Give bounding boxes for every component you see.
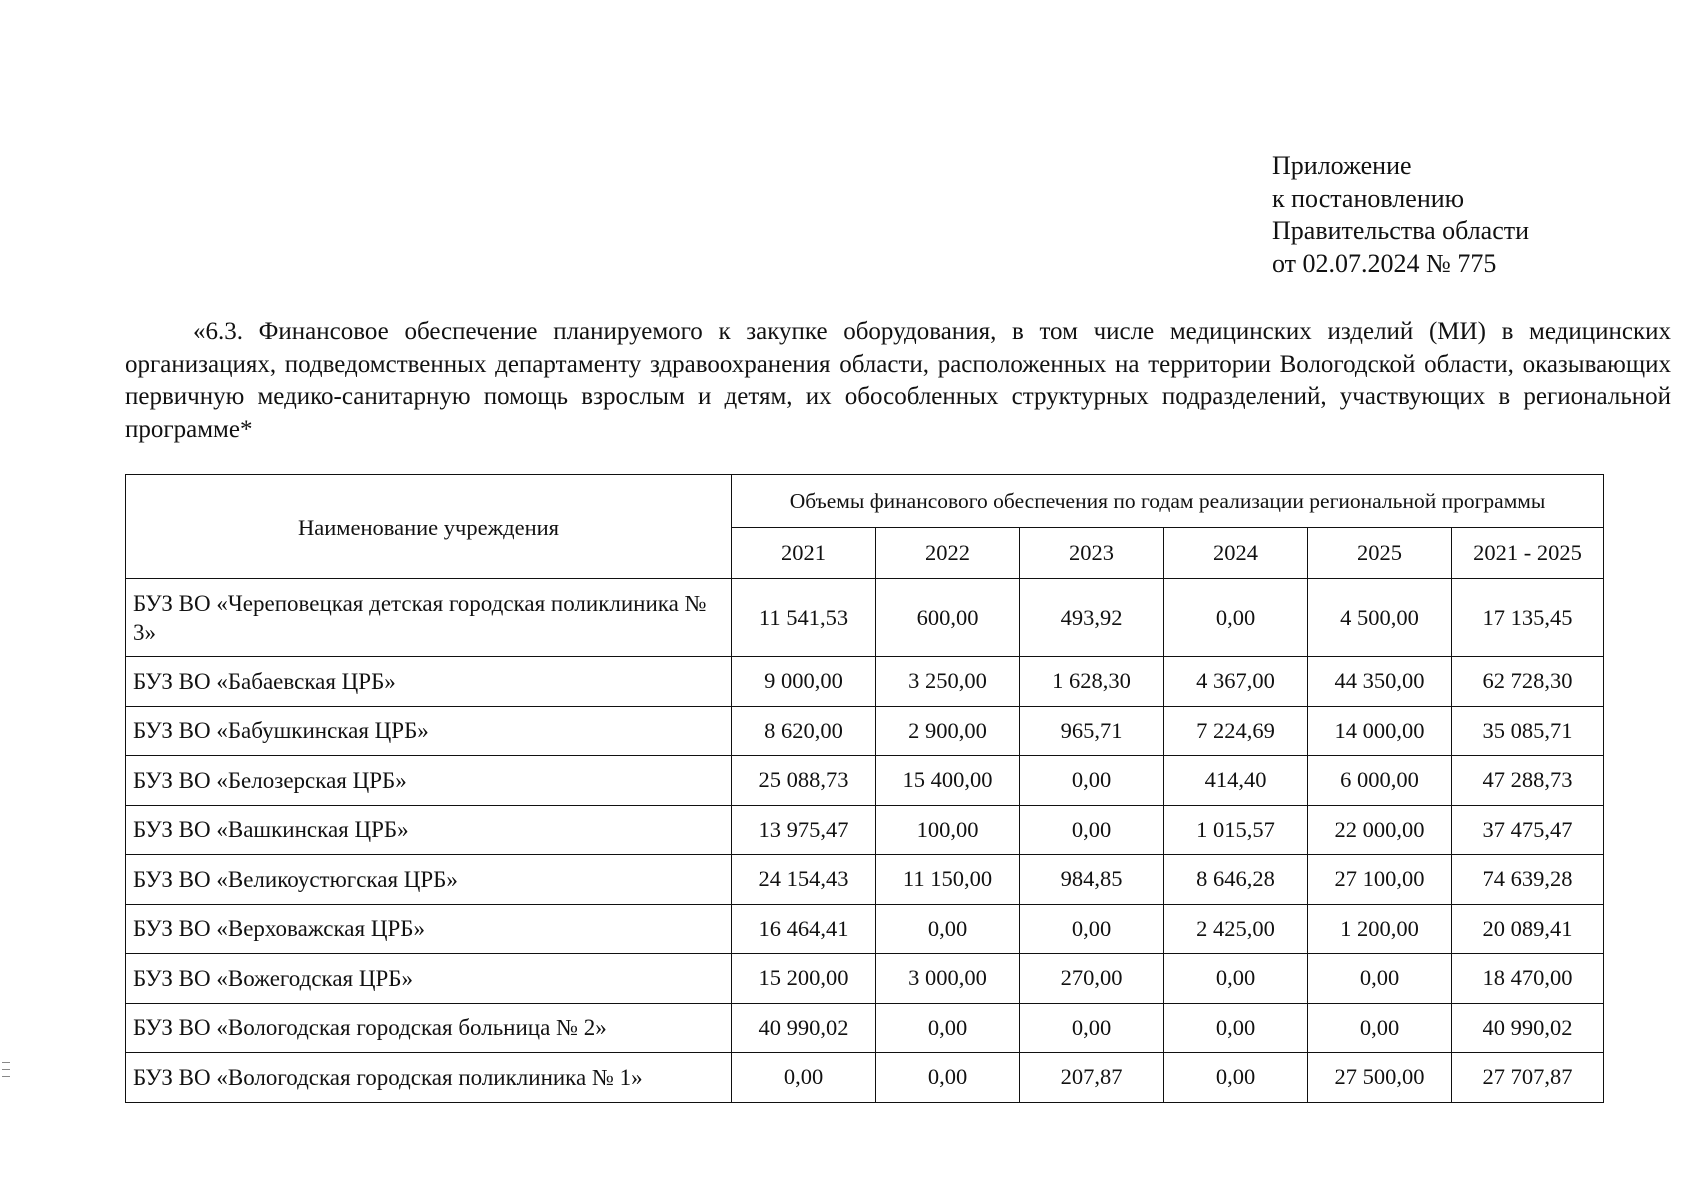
year-value-cell: 15 200,00 xyxy=(732,954,876,1004)
year-value-cell: 0,00 xyxy=(1020,904,1164,954)
table-row xyxy=(126,855,1604,905)
total-value-cell: 27 707,87 xyxy=(1452,1053,1604,1103)
year-value-cell: 984,85 xyxy=(1020,855,1164,905)
table-row xyxy=(126,579,1604,657)
year-value-cell: 11 150,00 xyxy=(876,855,1020,905)
header-year: 2024 xyxy=(1164,528,1308,579)
year-value-cell: 0,00 xyxy=(1020,1003,1164,1053)
total-value-cell: 20 089,41 xyxy=(1452,904,1604,954)
total-value-cell: 37 475,47 xyxy=(1452,805,1604,855)
institution-name-cell: БУЗ ВО «Бабаевская ЦРБ» xyxy=(126,657,732,707)
year-value-cell: 0,00 xyxy=(876,1053,1020,1103)
year-value-cell: 0,00 xyxy=(1308,954,1452,1004)
total-value-cell: 35 085,71 xyxy=(1452,706,1604,756)
table-header-row xyxy=(126,475,1604,528)
institution-name-cell: БУЗ ВО «Вожегодская ЦРБ» xyxy=(126,954,732,1004)
year-value-cell: 600,00 xyxy=(876,579,1020,657)
institution-name-cell: БУЗ ВО «Вологодская городская больница № 2» xyxy=(126,1003,732,1053)
institution-name-cell: БУЗ ВО «Вологодская городская поликлиника № 1» xyxy=(126,1053,732,1103)
year-value-cell: 0,00 xyxy=(1020,805,1164,855)
year-value-cell: 27 500,00 xyxy=(1308,1053,1452,1103)
year-value-cell: 9 000,00 xyxy=(732,657,876,707)
total-value-cell: 40 990,02 xyxy=(1452,1003,1604,1053)
institution-name-cell: БУЗ ВО «Вашкинская ЦРБ» xyxy=(126,805,732,855)
total-value-cell: 62 728,30 xyxy=(1452,657,1604,707)
year-value-cell: 4 500,00 xyxy=(1308,579,1452,657)
year-value-cell: 2 900,00 xyxy=(876,706,1020,756)
header-institution-name: Наименование учреждения xyxy=(126,475,732,579)
year-value-cell: 25 088,73 xyxy=(732,756,876,806)
year-value-cell: 0,00 xyxy=(1164,954,1308,1004)
total-value-cell: 17 135,45 xyxy=(1452,579,1604,657)
institution-name-cell: БУЗ ВО «Белозерская ЦРБ» xyxy=(126,756,732,806)
appendix-line: к постановлению xyxy=(1272,183,1465,213)
year-value-cell: 0,00 xyxy=(1164,1003,1308,1053)
year-value-cell: 3 000,00 xyxy=(876,954,1020,1004)
total-value-cell: 47 288,73 xyxy=(1452,756,1604,806)
year-value-cell: 40 990,02 xyxy=(732,1003,876,1053)
table-row xyxy=(126,706,1604,756)
header-year: 2023 xyxy=(1020,528,1164,579)
year-value-cell: 8 620,00 xyxy=(732,706,876,756)
year-value-cell: 3 250,00 xyxy=(876,657,1020,707)
year-value-cell: 6 000,00 xyxy=(1308,756,1452,806)
table-row xyxy=(126,1003,1604,1053)
header-financing-volumes: Объемы финансового обеспечения по годам реализации региональной программы xyxy=(732,475,1604,528)
table-row xyxy=(126,756,1604,806)
table-row xyxy=(126,954,1604,1004)
margin-marks xyxy=(2,1062,10,1083)
year-value-cell: 270,00 xyxy=(1020,954,1164,1004)
year-value-cell: 0,00 xyxy=(1308,1003,1452,1053)
year-value-cell: 1 015,57 xyxy=(1164,805,1308,855)
year-value-cell: 207,87 xyxy=(1020,1053,1164,1103)
financing-table xyxy=(125,474,1604,1103)
year-value-cell: 0,00 xyxy=(732,1053,876,1103)
year-value-cell: 1 628,30 xyxy=(1020,657,1164,707)
header-year-total: 2021 - 2025 xyxy=(1452,528,1604,579)
appendix-line: Приложение xyxy=(1272,151,1412,180)
year-value-cell: 8 646,28 xyxy=(1164,855,1308,905)
institution-name-cell: БУЗ ВО «Бабушкинская ЦРБ» xyxy=(126,706,732,756)
institution-name-cell: БУЗ ВО «Череповецкая детская городская поликлиника № 3» xyxy=(126,579,732,657)
year-value-cell: 0,00 xyxy=(876,904,1020,954)
year-value-cell: 414,40 xyxy=(1164,756,1308,806)
table-row xyxy=(126,1053,1604,1103)
year-value-cell: 965,71 xyxy=(1020,706,1164,756)
year-value-cell: 0,00 xyxy=(1164,579,1308,657)
year-value-cell: 44 350,00 xyxy=(1308,657,1452,707)
appendix-block xyxy=(1272,150,1529,280)
year-value-cell: 24 154,43 xyxy=(732,855,876,905)
year-value-cell: 0,00 xyxy=(1164,1053,1308,1103)
header-year: 2021 xyxy=(732,528,876,579)
year-value-cell: 27 100,00 xyxy=(1308,855,1452,905)
institution-name-cell: БУЗ ВО «Великоустюгская ЦРБ» xyxy=(126,855,732,905)
table-row xyxy=(126,805,1604,855)
table-row xyxy=(126,904,1604,954)
year-value-cell: 493,92 xyxy=(1020,579,1164,657)
institution-name-cell: БУЗ ВО «Верховажская ЦРБ» xyxy=(126,904,732,954)
year-value-cell: 1 200,00 xyxy=(1308,904,1452,954)
year-value-cell: 7 224,69 xyxy=(1164,706,1308,756)
year-value-cell: 13 975,47 xyxy=(732,805,876,855)
table-row xyxy=(126,657,1604,707)
year-value-cell: 4 367,00 xyxy=(1164,657,1308,707)
total-value-cell: 74 639,28 xyxy=(1452,855,1604,905)
table-body xyxy=(126,579,1604,1103)
year-value-cell: 0,00 xyxy=(1020,756,1164,806)
year-value-cell: 0,00 xyxy=(876,1003,1020,1053)
year-value-cell: 14 000,00 xyxy=(1308,706,1452,756)
total-value-cell: 18 470,00 xyxy=(1452,954,1604,1004)
year-value-cell: 22 000,00 xyxy=(1308,805,1452,855)
header-year: 2025 xyxy=(1308,528,1452,579)
year-value-cell: 15 400,00 xyxy=(876,756,1020,806)
year-value-cell: 16 464,41 xyxy=(732,904,876,954)
appendix-line: Правительства области xyxy=(1272,216,1530,245)
header-year: 2022 xyxy=(876,528,1020,579)
year-value-cell: 100,00 xyxy=(876,805,1020,855)
year-value-cell: 2 425,00 xyxy=(1164,904,1308,954)
year-value-cell: 11 541,53 xyxy=(732,579,876,657)
appendix-line: от 02.07.2024 № 775 xyxy=(1272,248,1497,278)
section-heading-paragraph: «6.3. Финансовое обеспечение планируемого к закупке оборудования, в том числе медицинских изделий (МИ) в медицинских организациях, подведомственных департаменту здравоохранения области, расположенных на территории Вологодской области, оказывающих первичную медико-санитарную помощь взрослым и детям, их обособленных структурных подразделений, участвующих в региональной программе* xyxy=(125,318,1671,443)
